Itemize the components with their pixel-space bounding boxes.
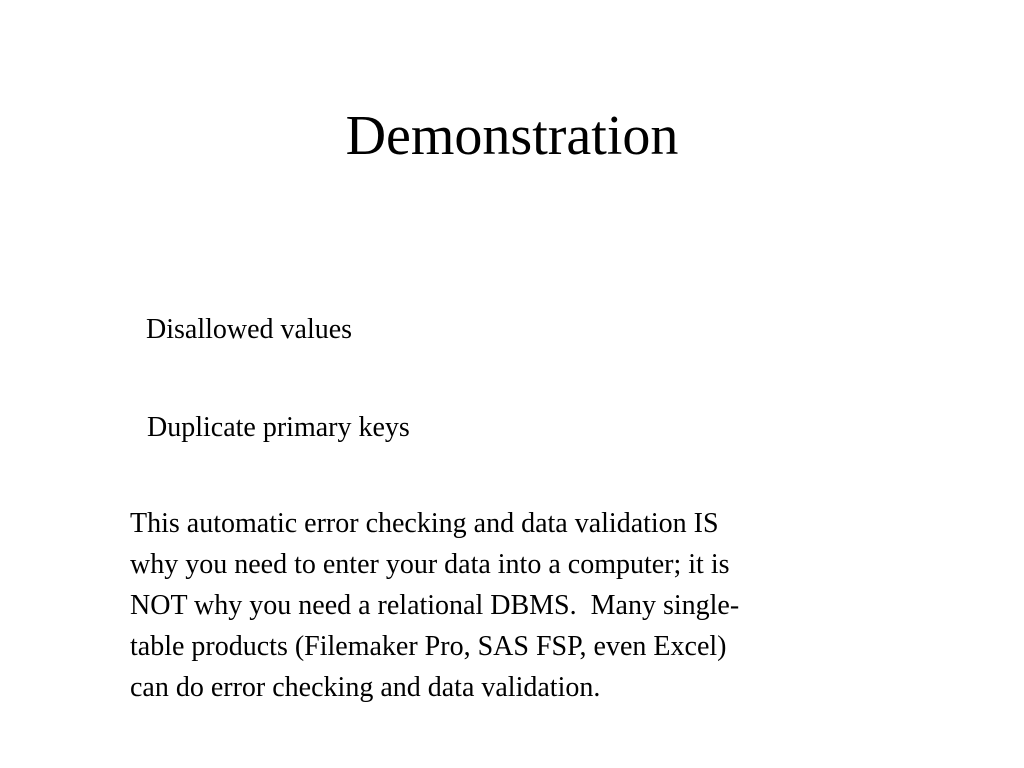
item-disallowed-values: Disallowed values <box>146 314 353 345</box>
paragraph-line: This automatic error checking and data validation IS <box>130 508 719 539</box>
explanation-paragraph <box>130 503 900 708</box>
paragraph-line: table products (Filemaker Pro, SAS FSP, even Excel) <box>130 631 727 662</box>
paragraph-line: NOT why you need a relational DBMS. Many single- <box>130 590 740 621</box>
slide-title: Demonstration <box>345 105 679 167</box>
paragraph-line: why you need to enter your data into a computer; it is <box>130 549 730 580</box>
paragraph-line: can do error checking and data validation. <box>130 672 601 703</box>
item-duplicate-primary-keys: Duplicate primary keys <box>147 412 410 443</box>
